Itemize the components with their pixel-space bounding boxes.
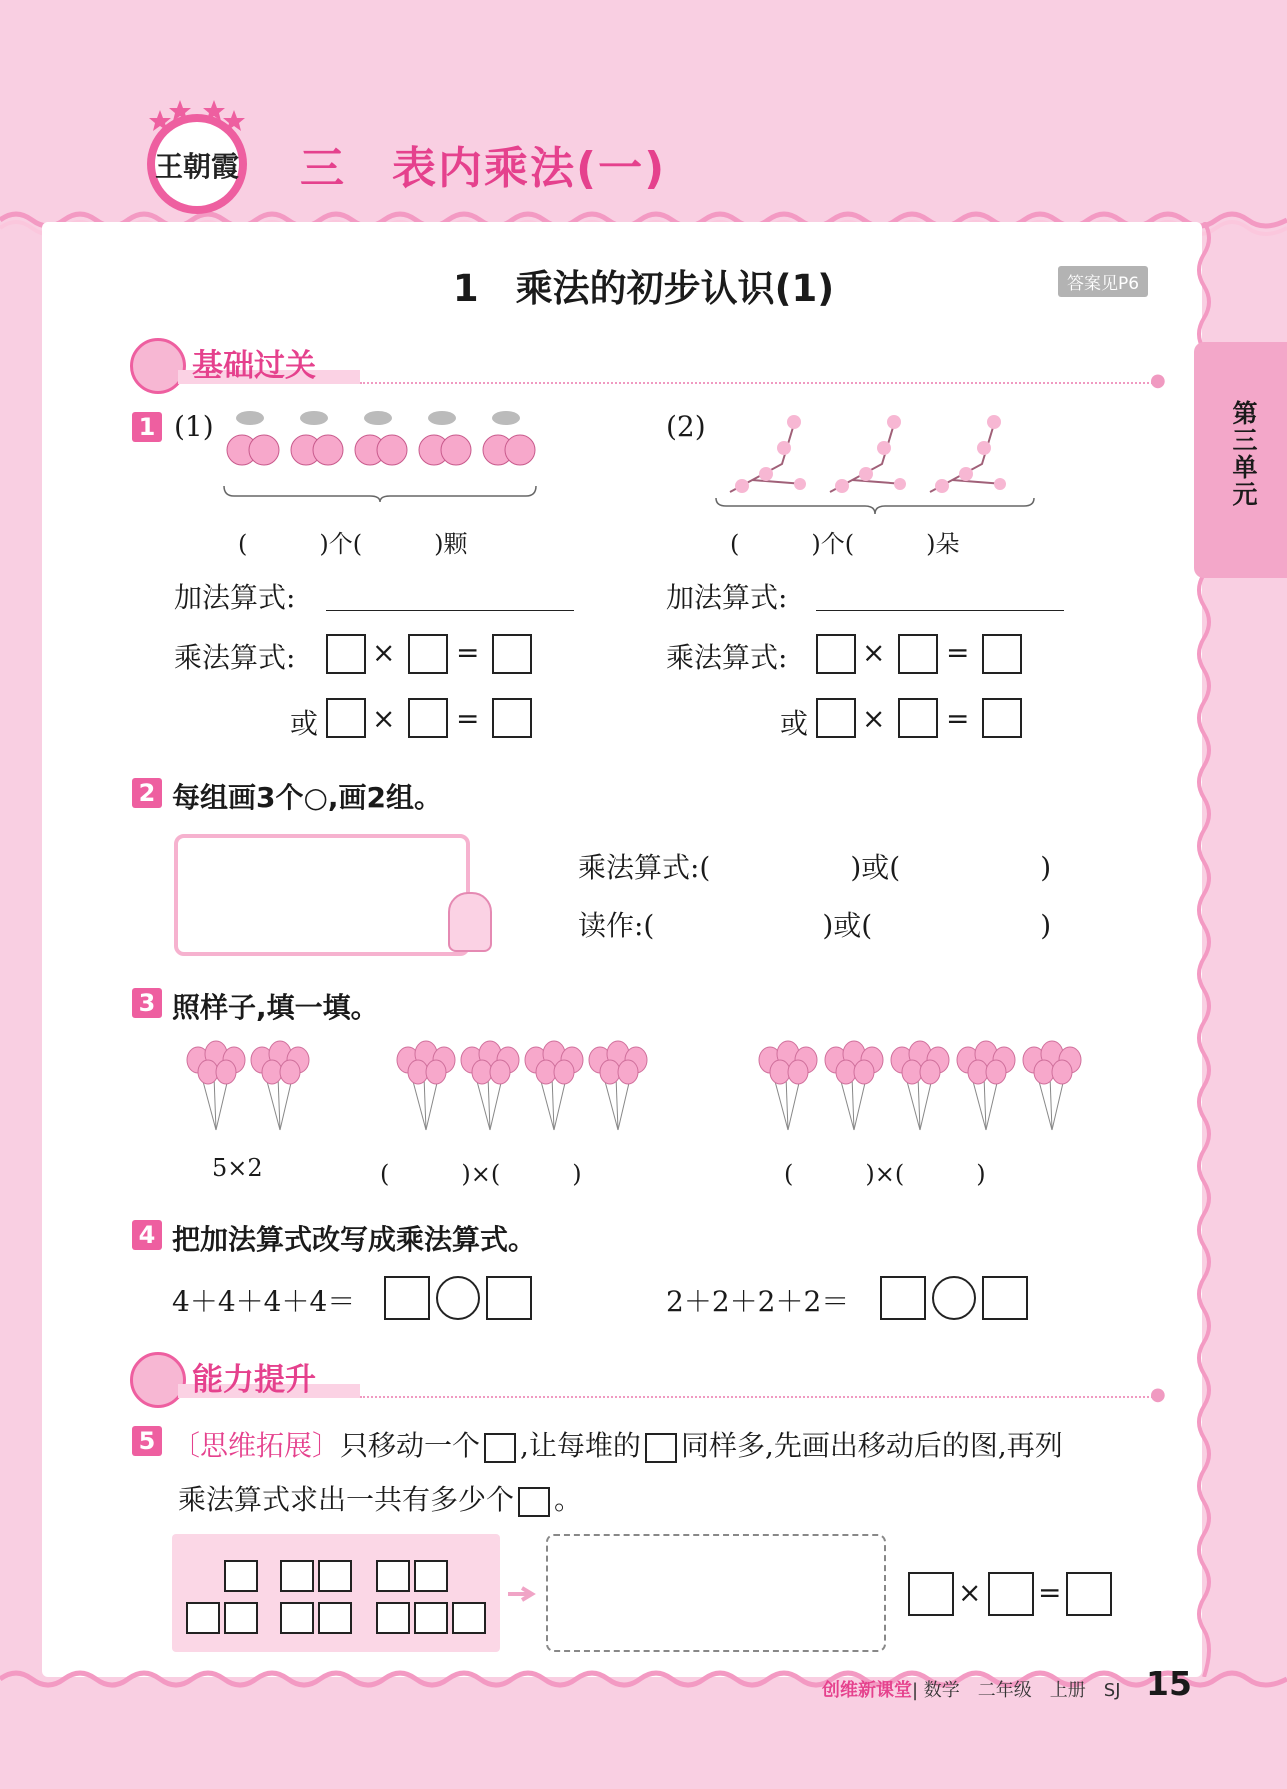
q5-text: 只移动一个 bbox=[340, 1429, 481, 1462]
answer-box[interactable] bbox=[492, 698, 532, 738]
square-piece bbox=[376, 1602, 410, 1634]
dots-decoration-icon: ● bbox=[1150, 1384, 1166, 1405]
q5-line-2 bbox=[178, 1478, 582, 1518]
square-symbol-icon bbox=[518, 1487, 550, 1517]
answer-box[interactable] bbox=[988, 1572, 1034, 1616]
answer-box[interactable] bbox=[326, 698, 366, 738]
q3-blank-1: ( )×( ) bbox=[380, 1160, 582, 1188]
answer-box[interactable] bbox=[408, 634, 448, 674]
answer-box[interactable] bbox=[486, 1276, 532, 1320]
answer-box[interactable] bbox=[816, 698, 856, 738]
question-number-4: 4 bbox=[132, 1220, 162, 1250]
answer-box[interactable] bbox=[326, 634, 366, 674]
flower-branches-illustration bbox=[712, 404, 1038, 514]
question-number-3: 3 bbox=[132, 988, 162, 1018]
question-number-2: 2 bbox=[132, 778, 162, 808]
q4-expr-2: 2＋2＋2＋2＝ bbox=[666, 1285, 850, 1318]
answer-box[interactable] bbox=[816, 634, 856, 674]
answer-box[interactable] bbox=[492, 634, 532, 674]
girl-mascot-icon bbox=[130, 338, 186, 394]
q5-line-1 bbox=[172, 1424, 1063, 1464]
brand-logo bbox=[132, 92, 262, 217]
q5-text: ,让每堆的 bbox=[520, 1429, 641, 1462]
answer-box[interactable] bbox=[982, 698, 1022, 738]
times-sign: × bbox=[862, 702, 886, 735]
q5-text: 乘法算式求出一共有多少个 bbox=[178, 1483, 515, 1516]
q1-add-label-left: 加法算式: bbox=[174, 581, 296, 614]
equals-sign: = bbox=[946, 702, 970, 735]
unit-title: 三 表内乘法(一) bbox=[300, 143, 667, 194]
q1-add-label-right: 加法算式: bbox=[666, 581, 788, 614]
cherries-illustration bbox=[220, 404, 540, 502]
q1-part1-label: (1) bbox=[174, 410, 214, 443]
square-piece bbox=[280, 1602, 314, 1634]
q1-mul-label-left: 乘法算式: bbox=[174, 641, 296, 674]
q4-prompt: 把加法算式改写成乘法算式。 bbox=[172, 1223, 537, 1256]
answer-box[interactable] bbox=[898, 634, 938, 674]
square-piece bbox=[224, 1602, 258, 1634]
q2-drawing-area[interactable] bbox=[174, 834, 470, 956]
q5-text: 同样多,先画出移动后的图,再列 bbox=[680, 1429, 1063, 1462]
q3-example: 5×2 bbox=[212, 1154, 263, 1182]
q2-mul-line: 乘法算式:( )或( ) bbox=[578, 851, 1052, 884]
q1-add-answer-line-right[interactable] bbox=[816, 610, 1064, 611]
bunny-mascot-icon bbox=[448, 892, 492, 952]
section-dotted-line bbox=[360, 1396, 1160, 1398]
or-label: 或 bbox=[290, 707, 319, 740]
unit-side-tab bbox=[1194, 342, 1287, 578]
logo-text: 王朝霞 bbox=[154, 150, 240, 183]
answer-box[interactable] bbox=[880, 1276, 926, 1320]
square-piece bbox=[186, 1602, 220, 1634]
square-piece bbox=[376, 1560, 410, 1592]
square-symbol-icon bbox=[484, 1433, 516, 1463]
square-piece bbox=[318, 1560, 352, 1592]
square-piece bbox=[414, 1560, 448, 1592]
answer-box[interactable] bbox=[384, 1276, 430, 1320]
arrow-right-icon bbox=[506, 1586, 538, 1602]
q3-prompt: 照样子,填一填。 bbox=[172, 991, 379, 1024]
balloon-bunches-illustration bbox=[178, 1036, 1178, 1132]
side-tab-label: 第三单元 bbox=[1229, 400, 1258, 508]
q1-mul-label-right: 乘法算式: bbox=[666, 641, 788, 674]
section-title-advanced: 能力提升 bbox=[192, 1362, 316, 1398]
lesson-title: 1 乘法的初步认识(1) bbox=[452, 267, 835, 310]
section-title-basic: 基础过关 bbox=[192, 348, 316, 384]
equals-sign: = bbox=[946, 636, 970, 669]
footer-brand: 创维新课堂 bbox=[822, 1680, 912, 1701]
answer-box[interactable] bbox=[982, 634, 1022, 674]
answer-reference-badge: 答案见P6 bbox=[1058, 266, 1148, 297]
q1-part2-fill: ( )个( )朵 bbox=[730, 530, 960, 558]
equals-sign: = bbox=[456, 636, 480, 669]
q5-squares-panel bbox=[172, 1534, 500, 1652]
operator-circle[interactable] bbox=[932, 1276, 976, 1320]
q5-text: 。 bbox=[554, 1483, 583, 1516]
q2-prompt: 每组画3个○,画2组。 bbox=[172, 781, 443, 814]
page-number: 15 bbox=[1146, 1664, 1192, 1703]
square-piece bbox=[280, 1560, 314, 1592]
question-number-5: 5 bbox=[132, 1426, 162, 1456]
times-sign: × bbox=[862, 636, 886, 669]
equals-sign: = bbox=[456, 702, 480, 735]
answer-box[interactable] bbox=[898, 698, 938, 738]
q4-expr-1: 4＋4＋4＋4＝ bbox=[172, 1285, 356, 1318]
operator-circle[interactable] bbox=[436, 1276, 480, 1320]
times-sign: × bbox=[372, 702, 396, 735]
answer-box[interactable] bbox=[982, 1276, 1028, 1320]
q5-drawing-area[interactable] bbox=[546, 1534, 886, 1652]
q1-part1-fill: ( )个( )颗 bbox=[238, 530, 468, 558]
square-piece bbox=[452, 1602, 486, 1634]
q1-add-answer-line-left[interactable] bbox=[326, 610, 574, 611]
q2-read-line: 读作:( )或( ) bbox=[578, 909, 1052, 942]
dots-decoration-icon: ● bbox=[1150, 370, 1166, 391]
page-footer bbox=[822, 1676, 1121, 1702]
square-piece bbox=[414, 1602, 448, 1634]
monkey-mascot-icon bbox=[130, 1352, 186, 1408]
q5-tag: 〔思维拓展〕 bbox=[172, 1429, 341, 1462]
q3-blank-2: ( )×( ) bbox=[784, 1160, 986, 1188]
answer-box[interactable] bbox=[1066, 1572, 1112, 1616]
square-piece bbox=[318, 1602, 352, 1634]
square-symbol-icon bbox=[645, 1433, 677, 1463]
answer-box[interactable] bbox=[908, 1572, 954, 1616]
section-dotted-line bbox=[360, 382, 1160, 384]
square-piece bbox=[224, 1560, 258, 1592]
q1-part2-label: (2) bbox=[666, 410, 706, 443]
question-number-1: 1 bbox=[132, 412, 162, 442]
times-sign: × bbox=[372, 636, 396, 669]
answer-box[interactable] bbox=[408, 698, 448, 738]
times-sign: × bbox=[958, 1576, 982, 1609]
or-label: 或 bbox=[780, 707, 809, 740]
footer-info: | 数学 二年级 上册 SJ bbox=[912, 1680, 1121, 1701]
equals-sign: = bbox=[1038, 1576, 1062, 1609]
